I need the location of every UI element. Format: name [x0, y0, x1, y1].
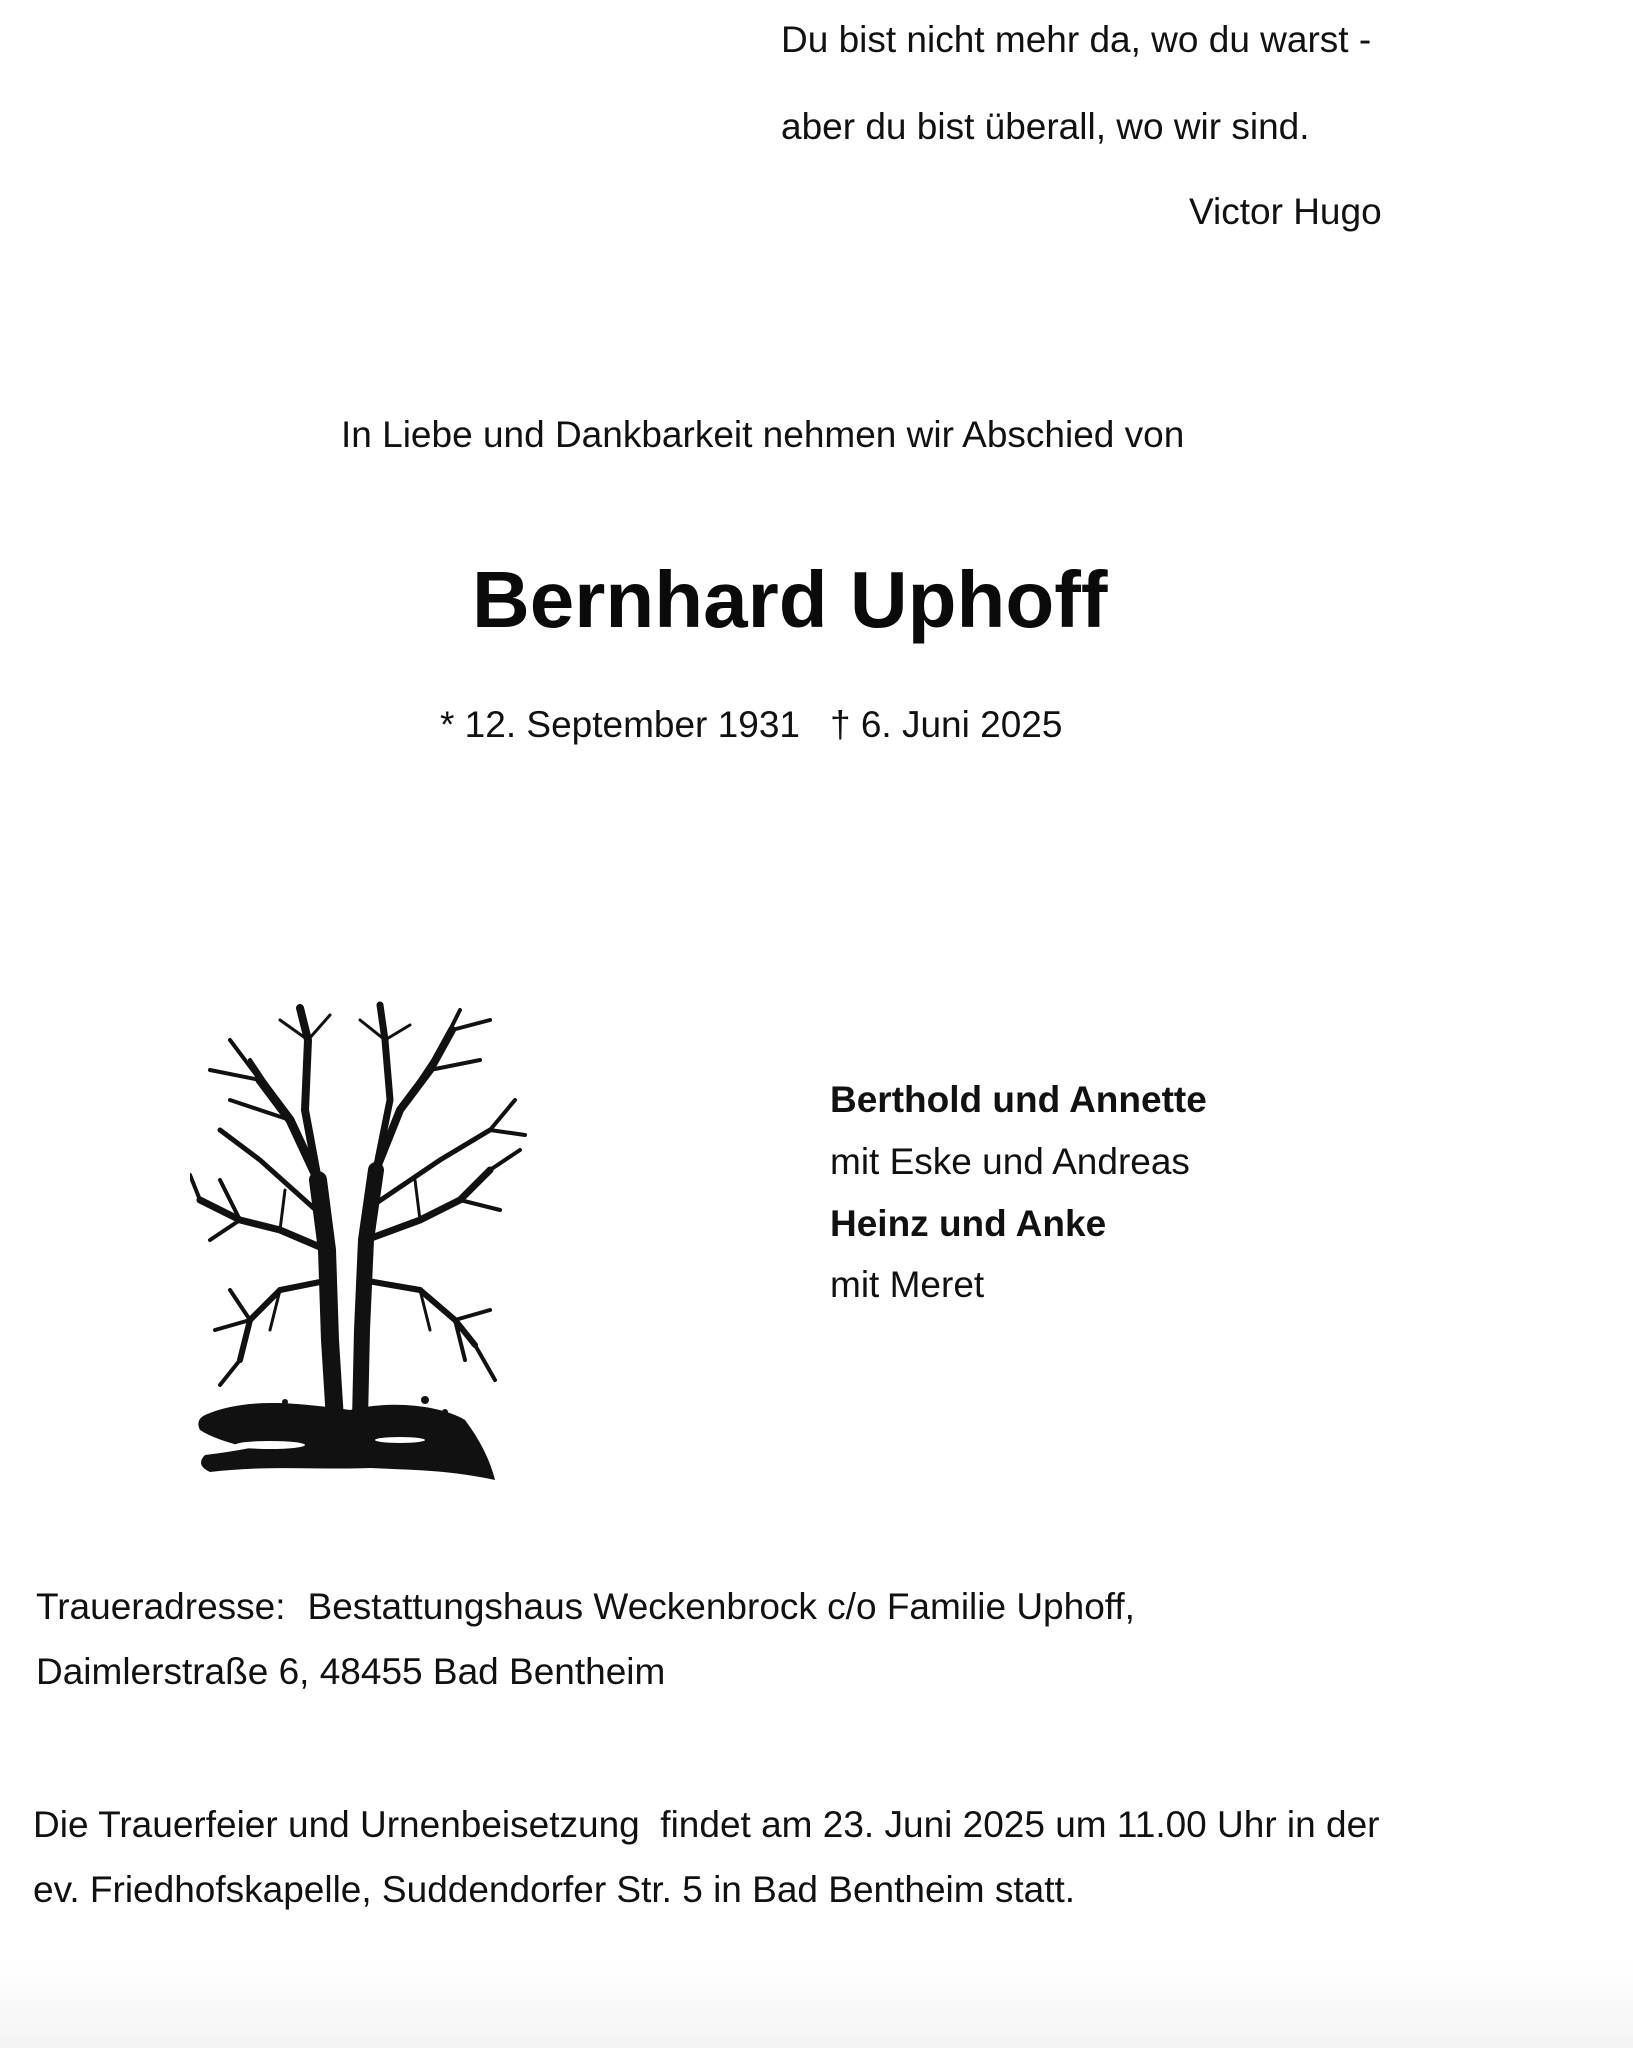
birth-date: * 12. September 1931	[440, 704, 800, 745]
family-line-3: Heinz und Anke	[830, 1203, 1107, 1244]
bottom-shade	[0, 1960, 1633, 2048]
life-dates	[440, 706, 1062, 743]
mourning-address	[36, 1588, 1135, 1625]
family-line-4: mit Meret	[830, 1264, 985, 1305]
quote-line-2: aber du bist überall, wo wir sind.	[781, 106, 1310, 147]
deceased-name: Bernhard Uphoff	[472, 555, 1108, 644]
tree-icon	[190, 1000, 530, 1490]
quote-author: Victor Hugo	[1189, 191, 1382, 232]
address-label: Traueradresse:	[36, 1586, 286, 1627]
intro-text: In Liebe und Dankbarkeit nehmen wir Abschied von	[341, 414, 1185, 455]
ceremony-line-1: Die Trauerfeier und Urnenbeisetzung findet am 23. Juni 2025 um 11.00 Uhr in der	[33, 1804, 1380, 1845]
death-date: † 6. Juni 2025	[829, 704, 1063, 745]
quote-line-1: Du bist nicht mehr da, wo du warst -	[781, 19, 1372, 60]
family-line-2: mit Eske und Andreas	[830, 1141, 1190, 1182]
ceremony-line-2: ev. Friedhofskapelle, Suddendorfer Str. 5 in Bad Bentheim statt.	[33, 1869, 1076, 1910]
family-line-1: Berthold und Annette	[830, 1079, 1207, 1120]
address-line-1: Bestattungshaus Weckenbrock c/o Familie Uphoff,	[307, 1586, 1135, 1627]
address-line-2: Daimlerstraße 6, 48455 Bad Bentheim	[36, 1651, 666, 1692]
